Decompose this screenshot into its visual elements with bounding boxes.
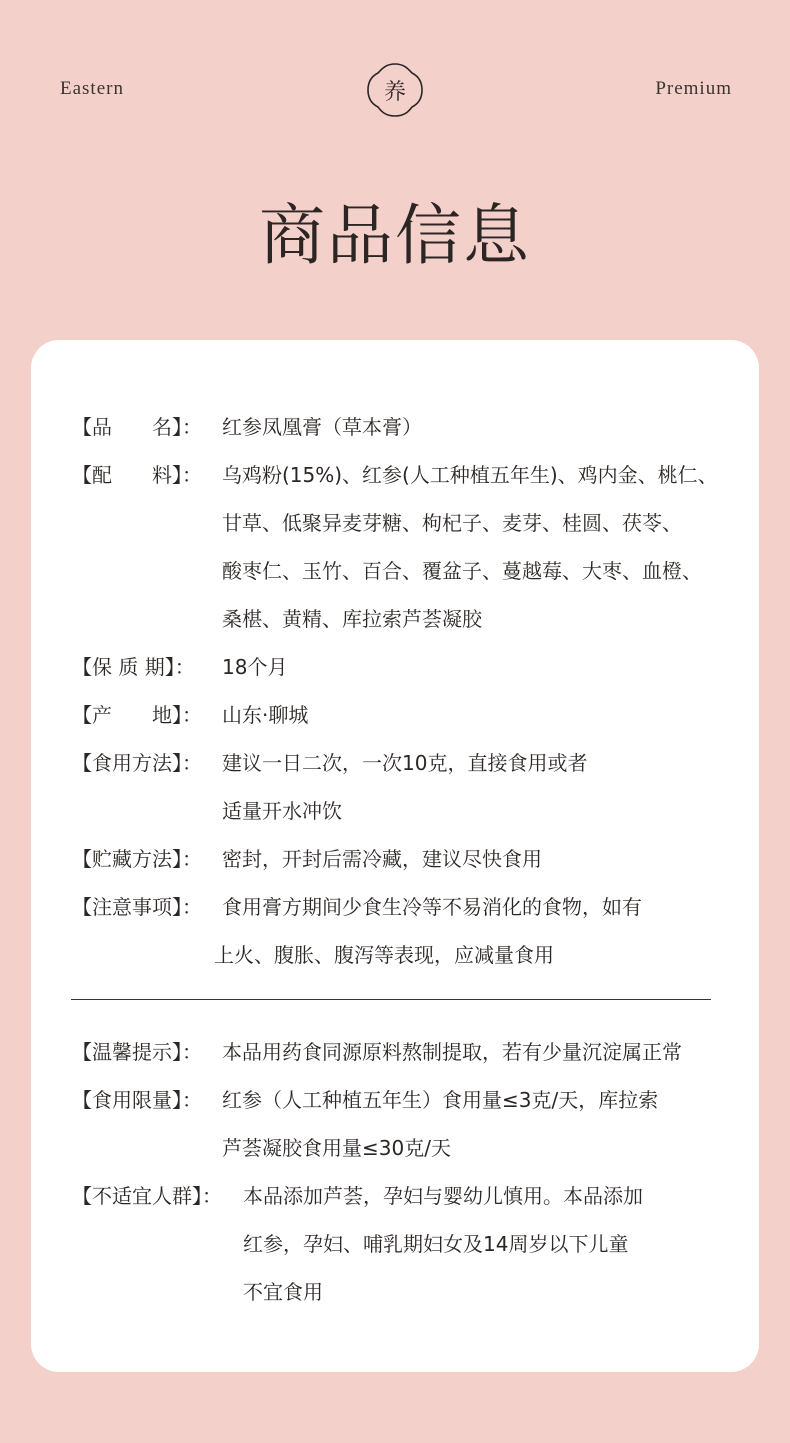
- label-tip: 【温馨提示】：: [72, 1040, 202, 1064]
- unsuitable-line: 本品添加芦荟，孕妇与婴幼儿慎用。本品添加: [243, 1184, 643, 1208]
- ingredients-line: 乌鸡粉(15%)、红参(人工种植五年生)、鸡内金、桃仁、: [222, 463, 718, 487]
- value-origin: 山东·聊城: [222, 703, 309, 727]
- unsuitable-line: 红参，孕妇、哺乳期妇女及14周岁以下儿童: [243, 1232, 629, 1256]
- seal-logo: [365, 61, 425, 119]
- row-unsuitable: [72, 1172, 222, 1220]
- limit-line: 芦荟凝胶食用量≤30克/天: [222, 1136, 451, 1160]
- value-shelf-life: 18个月: [222, 655, 288, 679]
- ingredients-line: 酸枣仁、玉竹、百合、覆盆子、蔓越莓、大枣、血橙、: [222, 559, 702, 583]
- row-ingredients: [72, 451, 202, 499]
- seal-char: 养: [383, 79, 406, 105]
- row-notes: [72, 883, 202, 931]
- label-notes: 【注意事项】：: [72, 895, 202, 919]
- brand-premium: Premium: [655, 78, 732, 99]
- value-storage: 密封，开封后需冷藏，建议尽快食用: [222, 847, 542, 871]
- label-ingredients: 【配 料】：: [72, 463, 202, 487]
- row-usage: [72, 739, 202, 787]
- row-product-name: [72, 403, 202, 451]
- notes-line: 上火、腹胀、腹泻等表现，应减量食用: [214, 943, 554, 967]
- row-origin: [72, 691, 202, 739]
- usage-line: 建议一日二次，一次10克，直接食用或者: [222, 751, 588, 775]
- row-shelf-life: [72, 643, 195, 691]
- ingredients-line: 桑椹、黄精、库拉索芦荟凝胶: [222, 607, 482, 631]
- label-usage: 【食用方法】：: [72, 751, 202, 775]
- limit-line: 红参（人工种植五年生）食用量≤3克/天，库拉索: [222, 1088, 659, 1112]
- usage-line: 适量开水冲饮: [222, 799, 342, 823]
- label-shelf-life: 【保 质 期】：: [72, 655, 195, 679]
- row-tip: [72, 1028, 202, 1076]
- label-limit: 【食用限量】：: [72, 1088, 202, 1112]
- value-tip: 本品用药食同源原料熬制提取，若有少量沉淀属正常: [222, 1040, 682, 1064]
- brand-eastern: Eastern: [60, 78, 124, 99]
- value-product-name: 红参凤凰膏（草本膏）: [222, 415, 422, 439]
- ingredients-line: 甘草、低聚异麦芽糖、枸杞子、麦芽、桂圆、茯苓、: [222, 511, 682, 535]
- label-origin: 【产 地】：: [72, 703, 202, 727]
- row-limit: [72, 1076, 202, 1124]
- unsuitable-line: 不宜食用: [243, 1280, 323, 1304]
- label-unsuitable: 【不适宜人群】：: [72, 1184, 222, 1208]
- label-product-name: 【品 名】：: [72, 415, 202, 439]
- row-storage: [72, 835, 202, 883]
- notes-line: 食用膏方期间少食生冷等不易消化的食物，如有: [222, 895, 642, 919]
- label-storage: 【贮藏方法】：: [72, 847, 202, 871]
- section-divider: [71, 999, 711, 1000]
- page-title: 商品信息: [259, 197, 531, 274]
